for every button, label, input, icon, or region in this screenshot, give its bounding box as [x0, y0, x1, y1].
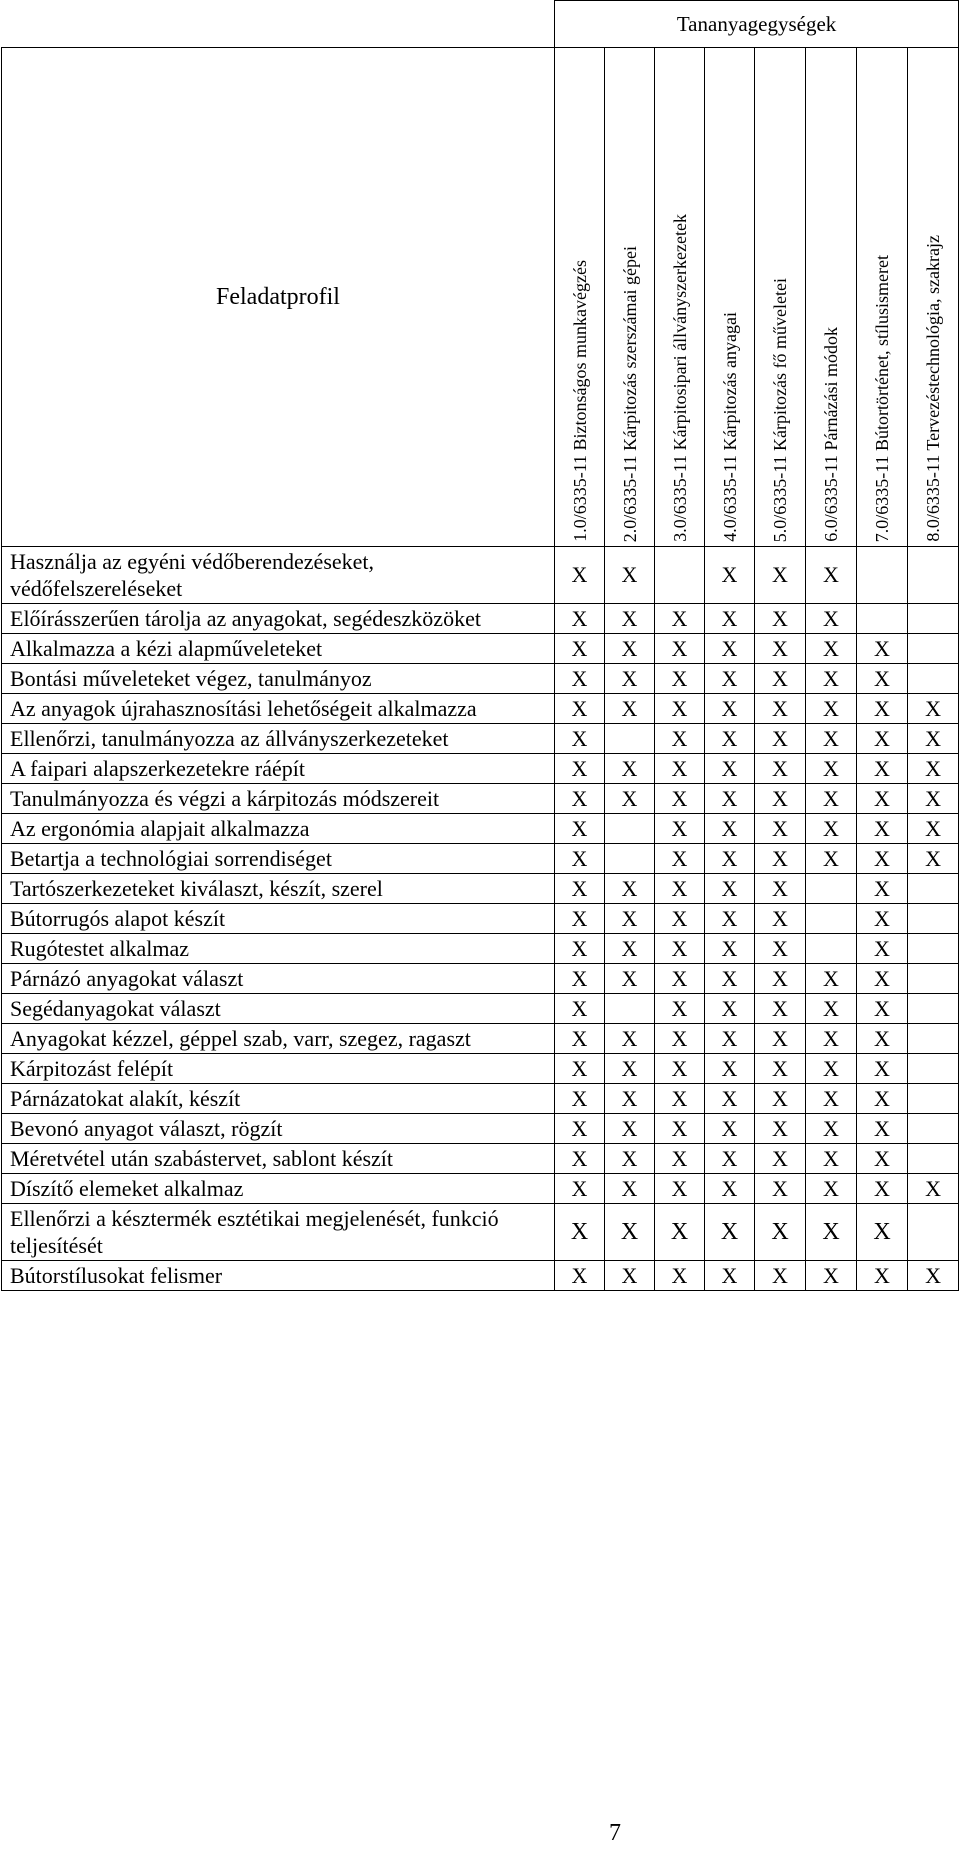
mark-cell: X: [705, 784, 755, 814]
mark-cell: X: [555, 1204, 605, 1261]
mark-cell: X: [806, 724, 857, 754]
unit-header: [605, 48, 655, 547]
mark-cell: X: [857, 1024, 908, 1054]
mark-cell: X: [655, 964, 705, 994]
mark-cell: [806, 904, 857, 934]
mark-cell: X: [857, 1144, 908, 1174]
task-label: Előírásszerűen tárolja az anyagokat, segédeszközöket: [2, 604, 555, 634]
mark-cell: X: [605, 634, 655, 664]
mark-cell: X: [655, 1084, 705, 1114]
table-row: [2, 874, 959, 904]
mark-cell: X: [908, 1261, 959, 1291]
mark-cell: X: [755, 604, 806, 634]
task-label: Az anyagok újrahasznosítási lehetőségeit alkalmazza: [2, 694, 555, 724]
unit-header: [555, 48, 605, 547]
table-row: [2, 844, 959, 874]
mark-cell: X: [555, 1024, 605, 1054]
mark-cell: X: [755, 1204, 806, 1261]
unit-header-label: 1.0/6335-11 Biztonságos munkavégzés: [569, 260, 590, 542]
mark-cell: X: [555, 784, 605, 814]
mark-cell: X: [655, 784, 705, 814]
page-number: 7: [609, 1820, 621, 1846]
mark-cell: X: [908, 1174, 959, 1204]
mark-cell: X: [806, 1144, 857, 1174]
mark-cell: X: [655, 1114, 705, 1144]
table-row: [2, 634, 959, 664]
table-row: [2, 1114, 959, 1144]
mark-cell: X: [705, 604, 755, 634]
mark-cell: X: [555, 904, 605, 934]
mark-cell: [908, 1084, 959, 1114]
task-label: Bevonó anyagot választ, rögzít: [2, 1114, 555, 1144]
mark-cell: X: [857, 964, 908, 994]
mark-cell: X: [605, 1144, 655, 1174]
mark-cell: [908, 664, 959, 694]
mark-cell: [806, 934, 857, 964]
table-row: [2, 1174, 959, 1204]
task-label: Segédanyagokat választ: [2, 994, 555, 1024]
unit-header-label: 2.0/6335-11 Kárpitozás szerszámai gépei: [619, 245, 640, 542]
mark-cell: X: [655, 694, 705, 724]
mark-cell: X: [755, 904, 806, 934]
mark-cell: [857, 547, 908, 604]
group-header: Tananyagegységek: [555, 1, 959, 48]
mark-cell: X: [705, 874, 755, 904]
task-label: Díszítő elemeket alkalmaz: [2, 1174, 555, 1204]
table-row: [2, 1144, 959, 1174]
task-label: A faipari alapszerkezetekre ráépít: [2, 754, 555, 784]
mark-cell: X: [806, 694, 857, 724]
mark-cell: X: [755, 1261, 806, 1291]
mark-cell: [857, 604, 908, 634]
mark-cell: X: [555, 934, 605, 964]
mark-cell: [605, 994, 655, 1024]
mark-cell: [908, 547, 959, 604]
mark-cell: X: [908, 844, 959, 874]
mark-cell: X: [908, 724, 959, 754]
mark-cell: [908, 634, 959, 664]
mark-cell: X: [755, 1054, 806, 1084]
mark-cell: [605, 724, 655, 754]
mark-cell: X: [705, 1144, 755, 1174]
mark-cell: X: [908, 694, 959, 724]
mark-cell: X: [755, 634, 806, 664]
mark-cell: X: [755, 694, 806, 724]
table-row: [2, 754, 959, 784]
mark-cell: X: [705, 1084, 755, 1114]
unit-header: [806, 48, 857, 547]
table-row: [2, 1054, 959, 1084]
mark-cell: X: [605, 964, 655, 994]
mark-cell: X: [857, 784, 908, 814]
mark-cell: X: [755, 934, 806, 964]
mark-cell: X: [806, 1054, 857, 1084]
table-row: [2, 724, 959, 754]
task-label: Az ergonómia alapjait alkalmazza: [2, 814, 555, 844]
mark-cell: X: [605, 547, 655, 604]
mark-cell: [605, 844, 655, 874]
mark-cell: X: [655, 1261, 705, 1291]
unit-header-label: 7.0/6335-11 Bútortörténet, stílusismeret: [872, 254, 892, 542]
mark-cell: X: [755, 874, 806, 904]
mark-cell: X: [655, 604, 705, 634]
mark-cell: X: [755, 1024, 806, 1054]
task-label: Méretvétel után szabástervet, sablont készít: [2, 1144, 555, 1174]
mark-cell: X: [705, 934, 755, 964]
mark-cell: X: [755, 724, 806, 754]
mark-cell: X: [857, 754, 908, 784]
unit-header-label: 3.0/6335-11 Kárpitosipari állványszerkezetek: [669, 214, 690, 542]
mark-cell: X: [555, 1174, 605, 1204]
unit-header: [857, 48, 908, 547]
mark-cell: X: [755, 964, 806, 994]
mark-cell: X: [755, 1084, 806, 1114]
mark-cell: X: [806, 964, 857, 994]
mark-cell: X: [806, 1261, 857, 1291]
mark-cell: X: [655, 634, 705, 664]
table-row: [2, 664, 959, 694]
mark-cell: X: [857, 1114, 908, 1144]
task-label: Alkalmazza a kézi alapműveleteket: [2, 634, 555, 664]
task-label: Párnázatokat alakít, készít: [2, 1084, 555, 1114]
task-label: Párnázó anyagokat választ: [2, 964, 555, 994]
mark-cell: X: [555, 964, 605, 994]
mark-cell: X: [555, 604, 605, 634]
table-row: [2, 784, 959, 814]
mark-cell: X: [655, 844, 705, 874]
task-label: Tartószerkezeteket kiválaszt, készít, szerel: [2, 874, 555, 904]
mark-cell: X: [806, 754, 857, 784]
mark-cell: X: [655, 814, 705, 844]
task-profile-table: [1, 0, 959, 1291]
mark-cell: X: [806, 1024, 857, 1054]
mark-cell: X: [655, 874, 705, 904]
mark-cell: X: [857, 694, 908, 724]
mark-cell: X: [857, 814, 908, 844]
mark-cell: X: [908, 814, 959, 844]
mark-cell: X: [857, 1084, 908, 1114]
table-row: [2, 1024, 959, 1054]
mark-cell: X: [655, 1024, 705, 1054]
task-label: Használja az egyéni védőberendezéseket, védőfelszereléseket: [2, 547, 555, 604]
table-row: [2, 1084, 959, 1114]
mark-cell: X: [857, 1054, 908, 1084]
mark-cell: X: [806, 634, 857, 664]
table-row: [2, 547, 959, 604]
mark-cell: X: [806, 1174, 857, 1204]
mark-cell: X: [605, 1114, 655, 1144]
task-label: Bútorrugós alapot készít: [2, 904, 555, 934]
mark-cell: X: [555, 994, 605, 1024]
mark-cell: X: [605, 1054, 655, 1084]
mark-cell: X: [605, 1084, 655, 1114]
mark-cell: X: [605, 1204, 655, 1261]
table-row: [2, 994, 959, 1024]
mark-cell: X: [605, 784, 655, 814]
table-row: [2, 1261, 959, 1291]
mark-cell: X: [857, 1174, 908, 1204]
mark-cell: [908, 934, 959, 964]
mark-cell: X: [857, 724, 908, 754]
mark-cell: X: [857, 1204, 908, 1261]
mark-cell: X: [705, 1114, 755, 1144]
table-corner-cell: [2, 1, 555, 48]
mark-cell: X: [755, 1144, 806, 1174]
mark-cell: X: [857, 934, 908, 964]
table-row: [2, 964, 959, 994]
mark-cell: X: [655, 1144, 705, 1174]
mark-cell: X: [806, 814, 857, 844]
mark-cell: X: [555, 547, 605, 604]
mark-cell: X: [857, 904, 908, 934]
mark-cell: X: [555, 814, 605, 844]
mark-cell: X: [605, 1174, 655, 1204]
mark-cell: X: [755, 664, 806, 694]
mark-cell: [908, 994, 959, 1024]
mark-cell: X: [605, 904, 655, 934]
mark-cell: X: [555, 1114, 605, 1144]
mark-cell: X: [605, 1024, 655, 1054]
mark-cell: X: [605, 1261, 655, 1291]
mark-cell: X: [705, 1054, 755, 1084]
unit-header-label: 8.0/6335-11 Tervezéstechnológia, szakrajz: [923, 235, 944, 542]
mark-cell: X: [555, 664, 605, 694]
mark-cell: X: [655, 1204, 705, 1261]
unit-header: [655, 48, 705, 547]
table-row: [2, 814, 959, 844]
mark-cell: X: [705, 964, 755, 994]
task-rows: [2, 547, 959, 1291]
mark-cell: X: [806, 664, 857, 694]
mark-cell: X: [705, 904, 755, 934]
mark-cell: X: [705, 754, 755, 784]
mark-cell: [908, 904, 959, 934]
mark-cell: X: [605, 694, 655, 724]
mark-cell: X: [705, 724, 755, 754]
mark-cell: X: [908, 754, 959, 784]
mark-cell: X: [806, 784, 857, 814]
mark-cell: X: [555, 1261, 605, 1291]
mark-cell: X: [555, 874, 605, 904]
mark-cell: X: [555, 1054, 605, 1084]
mark-cell: X: [806, 547, 857, 604]
mark-cell: [908, 1114, 959, 1144]
unit-header-label: 5.0/6335-11 Kárpitozás fő műveletei: [770, 277, 790, 542]
mark-cell: [605, 814, 655, 844]
mark-cell: X: [806, 1114, 857, 1144]
task-label: Kárpitozást felépít: [2, 1054, 555, 1084]
table-row: [2, 904, 959, 934]
mark-cell: [806, 874, 857, 904]
mark-cell: [908, 874, 959, 904]
mark-cell: X: [555, 1144, 605, 1174]
table-row: [2, 934, 959, 964]
unit-header: [755, 48, 806, 547]
mark-cell: X: [705, 1174, 755, 1204]
unit-header: [908, 48, 959, 547]
mark-cell: [908, 1144, 959, 1174]
mark-cell: X: [555, 724, 605, 754]
mark-cell: X: [705, 814, 755, 844]
mark-cell: X: [705, 694, 755, 724]
mark-cell: X: [605, 754, 655, 784]
task-label: Bútorstílusokat felismer: [2, 1261, 555, 1291]
mark-cell: X: [755, 1114, 806, 1144]
mark-cell: X: [605, 604, 655, 634]
table-row: [2, 1204, 959, 1261]
mark-cell: X: [857, 994, 908, 1024]
mark-cell: X: [655, 664, 705, 694]
mark-cell: X: [908, 784, 959, 814]
task-label: Bontási műveleteket végez, tanulmányoz: [2, 664, 555, 694]
mark-cell: X: [705, 634, 755, 664]
mark-cell: X: [605, 934, 655, 964]
mark-cell: X: [755, 784, 806, 814]
unit-header: [705, 48, 755, 547]
mark-cell: X: [605, 664, 655, 694]
mark-cell: X: [655, 934, 705, 964]
task-label: Anyagokat kézzel, géppel szab, varr, szegez, ragaszt: [2, 1024, 555, 1054]
mark-cell: X: [857, 664, 908, 694]
mark-cell: X: [755, 754, 806, 784]
mark-cell: X: [857, 844, 908, 874]
mark-cell: [655, 547, 705, 604]
mark-cell: X: [806, 1084, 857, 1114]
mark-cell: X: [705, 1204, 755, 1261]
mark-cell: X: [555, 694, 605, 724]
mark-cell: X: [806, 1204, 857, 1261]
mark-cell: X: [655, 1174, 705, 1204]
mark-cell: [908, 1054, 959, 1084]
mark-cell: [908, 964, 959, 994]
mark-cell: X: [857, 634, 908, 664]
mark-cell: X: [806, 994, 857, 1024]
mark-cell: X: [755, 814, 806, 844]
mark-cell: X: [705, 547, 755, 604]
mark-cell: X: [705, 994, 755, 1024]
mark-cell: X: [857, 1261, 908, 1291]
mark-cell: X: [806, 604, 857, 634]
mark-cell: X: [755, 844, 806, 874]
mark-cell: X: [655, 754, 705, 784]
mark-cell: X: [655, 994, 705, 1024]
mark-cell: X: [705, 664, 755, 694]
mark-cell: [908, 1204, 959, 1261]
task-label: Ellenőrzi a késztermék esztétikai megjelenését, funkció teljesítését: [2, 1204, 555, 1261]
mark-cell: X: [755, 994, 806, 1024]
mark-cell: X: [655, 724, 705, 754]
unit-header-label: 4.0/6335-11 Kárpitozás anyagai: [719, 312, 740, 542]
task-label: Ellenőrzi, tanulmányozza az állványszerkezeteket: [2, 724, 555, 754]
mark-cell: X: [755, 547, 806, 604]
mark-cell: [908, 604, 959, 634]
table-row: [2, 694, 959, 724]
mark-cell: [908, 1024, 959, 1054]
mark-cell: X: [655, 1054, 705, 1084]
mark-cell: X: [555, 754, 605, 784]
mark-cell: X: [555, 634, 605, 664]
mark-cell: X: [705, 1024, 755, 1054]
mark-cell: X: [655, 904, 705, 934]
mark-cell: X: [705, 844, 755, 874]
task-label: Tanulmányozza és végzi a kárpitozás módszereit: [2, 784, 555, 814]
mark-cell: X: [857, 874, 908, 904]
mark-cell: X: [705, 1261, 755, 1291]
mark-cell: X: [555, 844, 605, 874]
mark-cell: X: [806, 844, 857, 874]
table-row: [2, 604, 959, 634]
mark-cell: X: [605, 874, 655, 904]
mark-cell: X: [555, 1084, 605, 1114]
task-label: Rugótestet alkalmaz: [2, 934, 555, 964]
mark-cell: X: [755, 1174, 806, 1204]
unit-header-label: 6.0/6335-11 Párnázási módok: [821, 327, 841, 542]
task-label: Betartja a technológiai sorrendiséget: [2, 844, 555, 874]
profile-header: Feladatprofil: [2, 48, 555, 547]
